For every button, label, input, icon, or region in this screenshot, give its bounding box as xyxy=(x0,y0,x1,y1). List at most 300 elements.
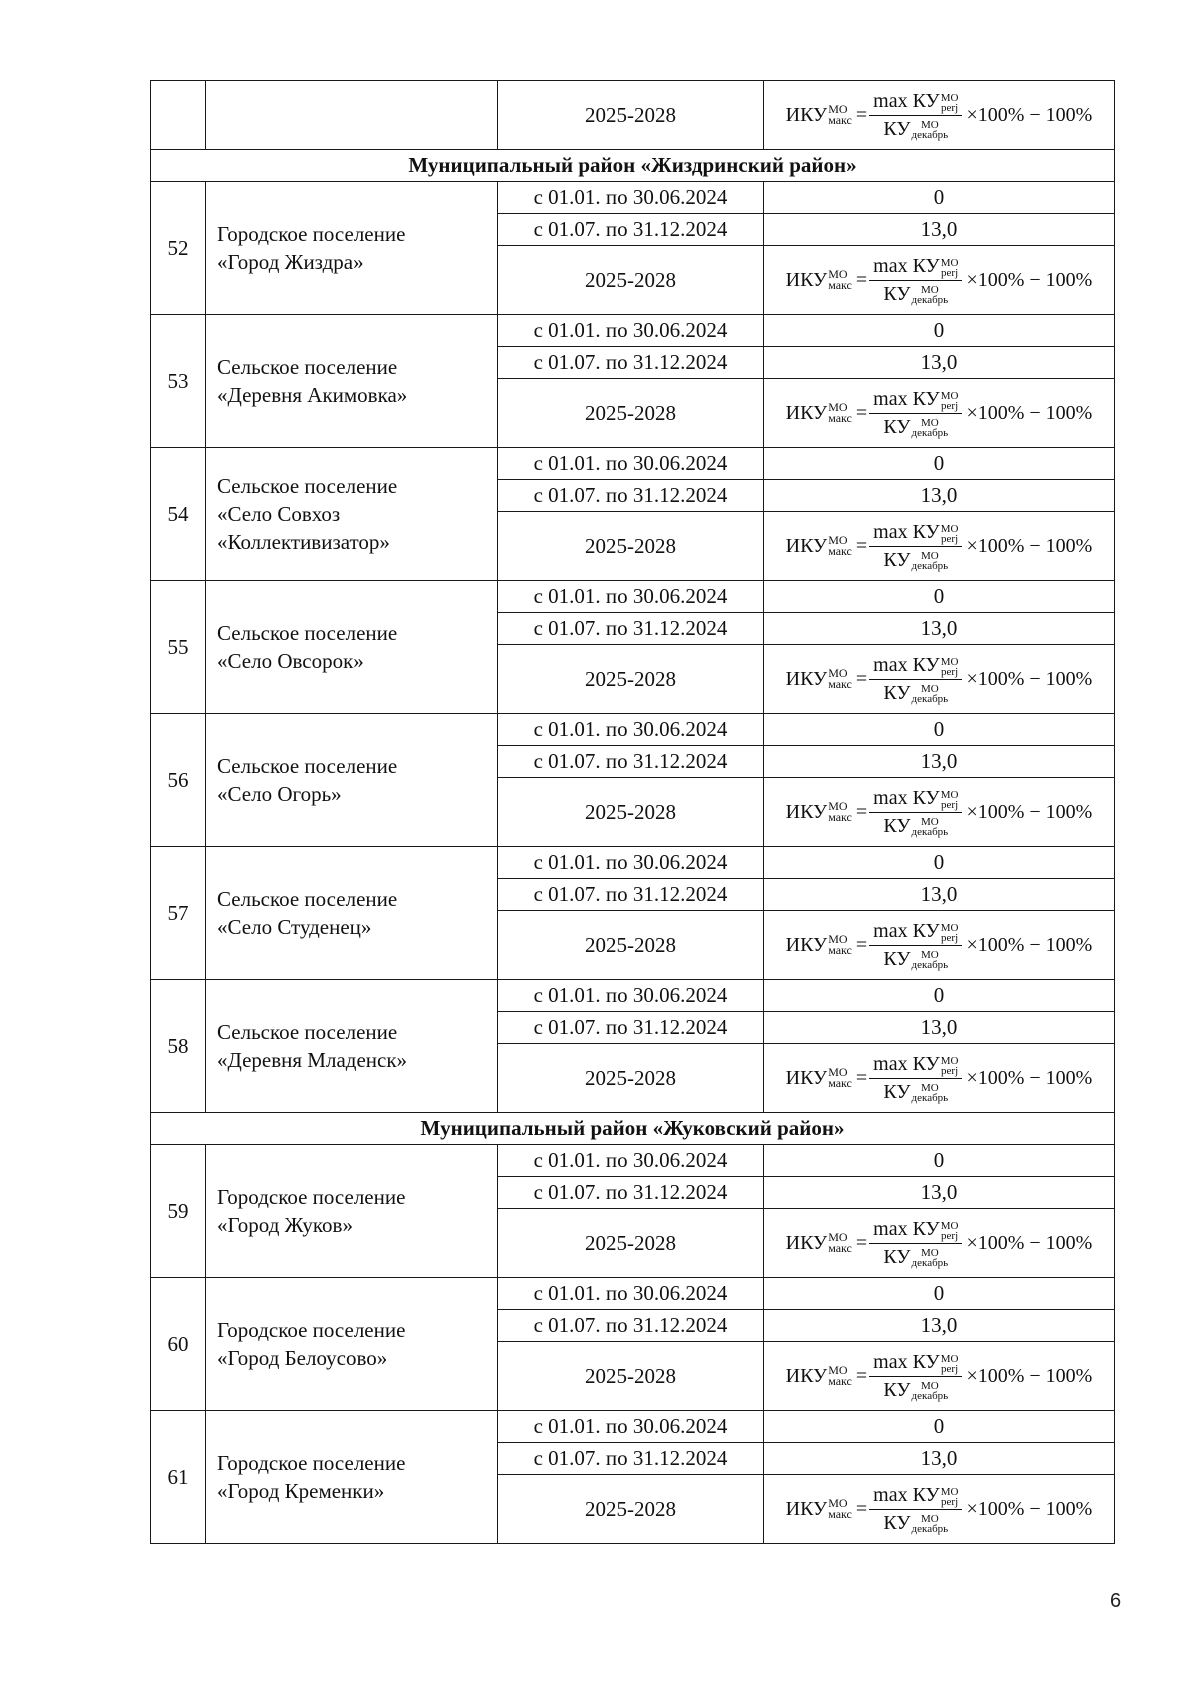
formula-lhs-sub: макс xyxy=(828,113,852,127)
value-cell: 13,0 xyxy=(764,1310,1115,1342)
row-number: 58 xyxy=(151,980,206,1113)
period-cell: 2025-2028 xyxy=(498,81,764,150)
formula-den-sup: МО xyxy=(920,416,939,429)
value-cell: 13,0 xyxy=(764,214,1115,246)
formula-denominator xyxy=(879,1510,952,1534)
formula-denominator xyxy=(879,1079,952,1103)
formula-eq: = xyxy=(855,800,868,823)
formula-numerator xyxy=(869,1351,962,1376)
formula-eq: = xyxy=(855,1497,868,1520)
formula-den-indices xyxy=(912,285,949,305)
formula-denominator xyxy=(879,813,952,837)
formula-den-indices xyxy=(912,551,949,571)
formula-lhs: ИКУ xyxy=(785,1497,828,1520)
period-cell: с 01.07. по 31.12.2024 xyxy=(498,214,764,246)
formula-eq: = xyxy=(855,667,868,690)
period-cell: с 01.07. по 31.12.2024 xyxy=(498,613,764,645)
table-row xyxy=(151,714,1115,746)
formula-num-prefix: max КУ xyxy=(873,1351,940,1374)
period-cell: с 01.01. по 30.06.2024 xyxy=(498,1411,764,1443)
settlement-name-line: «Село Совхоз xyxy=(217,502,341,526)
settlement-name-line: «Деревня Младенск» xyxy=(217,1048,408,1072)
table-row xyxy=(151,448,1115,480)
formula-num-indices xyxy=(941,790,959,810)
formula-den-sub: декабрь xyxy=(911,426,949,439)
value-cell: 0 xyxy=(764,847,1115,879)
formula-den-sub: декабрь xyxy=(911,1522,949,1535)
district-title: Муниципальный район «Жуковский район» xyxy=(151,1113,1115,1145)
settlement-name-line: «Город Жиздра» xyxy=(217,250,364,274)
formula-eq: = xyxy=(855,1364,868,1387)
period-cell: 2025-2028 xyxy=(498,1342,764,1411)
formula-eq: = xyxy=(855,1231,868,1254)
period-cell: с 01.07. по 31.12.2024 xyxy=(498,1012,764,1044)
formula-lhs-sub: макс xyxy=(828,1507,852,1521)
settlement-name-cell xyxy=(206,714,498,847)
formula-lhs: ИКУ xyxy=(785,534,828,557)
settlement-name-line: «Село Огорь» xyxy=(217,782,342,806)
period-cell: с 01.07. по 31.12.2024 xyxy=(498,1310,764,1342)
formula-fraction xyxy=(869,388,962,438)
settlement-name-line: Городское поселение xyxy=(217,222,406,246)
index-formula xyxy=(786,90,1093,140)
settlement-name-line: Сельское поселение xyxy=(217,887,398,911)
value-cell: 13,0 xyxy=(764,480,1115,512)
table-row xyxy=(151,1145,1115,1177)
formula-den-main: КУ xyxy=(883,117,911,140)
formula-lhs: ИКУ xyxy=(785,667,828,690)
formula-denominator xyxy=(879,1377,952,1401)
formula-denominator xyxy=(879,116,952,140)
period-cell: 2025-2028 xyxy=(498,379,764,448)
formula-num-sup: МО xyxy=(940,1054,959,1067)
settlement-name-line: Сельское поселение xyxy=(217,754,398,778)
formula-num-prefix: max КУ xyxy=(873,1053,940,1076)
formula-num-indices xyxy=(941,1056,959,1076)
formula-lhs-sup: МО xyxy=(828,1363,848,1377)
period-cell: с 01.01. по 30.06.2024 xyxy=(498,714,764,746)
formula-num-indices xyxy=(941,524,959,544)
district-title: Муниципальный район «Жиздринский район» xyxy=(151,150,1115,182)
formula-tail: ×100% − 100% xyxy=(966,103,1093,126)
period-cell: с 01.07. по 31.12.2024 xyxy=(498,347,764,379)
formula-tail: ×100% − 100% xyxy=(966,933,1093,956)
formula-den-sup: МО xyxy=(920,1246,939,1259)
formula-den-main: КУ xyxy=(883,1245,911,1268)
formula-fraction xyxy=(869,787,962,837)
formula-lhs-sub: макс xyxy=(828,544,852,558)
row-number: 60 xyxy=(151,1278,206,1411)
formula-lhs-sup: МО xyxy=(828,1230,848,1244)
table-row xyxy=(151,1278,1115,1310)
formula-den-sub: декабрь xyxy=(911,1091,949,1104)
formula-lhs-sub: макс xyxy=(828,677,852,691)
index-formula xyxy=(786,920,1093,970)
table-row xyxy=(151,315,1115,347)
period-cell: с 01.07. по 31.12.2024 xyxy=(498,1177,764,1209)
period-cell: с 01.01. по 30.06.2024 xyxy=(498,1145,764,1177)
formula-tail: ×100% − 100% xyxy=(966,667,1093,690)
formula-num-sup: МО xyxy=(940,91,959,104)
formula-numerator xyxy=(869,1218,962,1243)
formula-lhs-sup: МО xyxy=(828,102,848,116)
formula-tail: ×100% − 100% xyxy=(966,1231,1093,1254)
table-row xyxy=(151,847,1115,879)
period-cell: с 01.01. по 30.06.2024 xyxy=(498,581,764,613)
formula-fraction xyxy=(869,1484,962,1534)
settlement-name-cell xyxy=(206,315,498,448)
formula-lhs-sub: макс xyxy=(828,1241,852,1255)
index-formula xyxy=(786,388,1093,438)
formula-lhs-sub: макс xyxy=(828,278,852,292)
formula-numerator xyxy=(869,654,962,679)
period-cell: с 01.07. по 31.12.2024 xyxy=(498,746,764,778)
value-cell: 0 xyxy=(764,980,1115,1012)
formula-lhs-indices xyxy=(828,934,852,956)
formula-den-main: КУ xyxy=(883,282,911,305)
value-cell: 0 xyxy=(764,714,1115,746)
formula-num-sub: perj xyxy=(941,665,959,678)
settlement-name-cell xyxy=(206,581,498,714)
formula-den-indices xyxy=(912,418,949,438)
formula-num-sub: perj xyxy=(941,532,959,545)
formula-cell xyxy=(764,645,1115,714)
table-row xyxy=(151,81,1115,150)
formula-lhs: ИКУ xyxy=(785,103,828,126)
formula-den-sub: декабрь xyxy=(911,293,949,306)
formula-denominator xyxy=(879,414,952,438)
formula-den-main: КУ xyxy=(883,1080,911,1103)
period-cell: с 01.07. по 31.12.2024 xyxy=(498,480,764,512)
settlement-name-line: «Город Жуков» xyxy=(217,1213,353,1237)
index-formula xyxy=(786,255,1093,305)
formula-numerator xyxy=(869,90,962,115)
formula-lhs-sub: макс xyxy=(828,1374,852,1388)
settlement-name-cell xyxy=(206,1411,498,1544)
formula-tail: ×100% − 100% xyxy=(966,534,1093,557)
formula-fraction xyxy=(869,521,962,571)
formula-numerator xyxy=(869,521,962,546)
formula-den-main: КУ xyxy=(883,1378,911,1401)
formula-den-main: КУ xyxy=(883,415,911,438)
period-cell: 2025-2028 xyxy=(498,645,764,714)
formula-denominator xyxy=(879,547,952,571)
formula-num-sub: perj xyxy=(941,798,959,811)
settlement-name-cell xyxy=(206,1145,498,1278)
formula-lhs-indices xyxy=(828,1365,852,1387)
formula-num-sub: perj xyxy=(941,399,959,412)
formula-lhs-sub: макс xyxy=(828,411,852,425)
row-number: 57 xyxy=(151,847,206,980)
formula-denominator xyxy=(879,1244,952,1268)
formula-num-sup: МО xyxy=(940,1485,959,1498)
formula-num-sub: perj xyxy=(941,266,959,279)
formula-num-sub: perj xyxy=(941,1229,959,1242)
formula-lhs-indices xyxy=(828,535,852,557)
formula-num-sup: МО xyxy=(940,522,959,535)
value-cell: 0 xyxy=(764,1278,1115,1310)
tariff-table xyxy=(150,80,1115,1544)
formula-numerator xyxy=(869,920,962,945)
settlement-name-cell xyxy=(206,81,498,150)
value-cell: 13,0 xyxy=(764,1443,1115,1475)
formula-cell xyxy=(764,81,1115,150)
formula-den-indices xyxy=(912,1381,949,1401)
formula-cell xyxy=(764,1475,1115,1544)
formula-lhs-indices xyxy=(828,402,852,424)
formula-num-prefix: max КУ xyxy=(873,90,940,113)
formula-num-sup: МО xyxy=(940,256,959,269)
formula-den-sup: МО xyxy=(920,549,939,562)
formula-numerator xyxy=(869,1053,962,1078)
formula-cell xyxy=(764,778,1115,847)
formula-fraction xyxy=(869,1053,962,1103)
document-page xyxy=(150,80,1114,1544)
formula-den-sup: МО xyxy=(920,1081,939,1094)
formula-fraction xyxy=(869,920,962,970)
tariff-table-body xyxy=(151,81,1115,1544)
row-number-cell xyxy=(151,81,206,150)
formula-lhs-indices xyxy=(828,1232,852,1254)
formula-num-sup: МО xyxy=(940,788,959,801)
formula-num-indices xyxy=(941,258,959,278)
formula-lhs-sup: МО xyxy=(828,666,848,680)
index-formula xyxy=(786,1218,1093,1268)
formula-den-indices xyxy=(912,950,949,970)
formula-lhs-sub: макс xyxy=(828,943,852,957)
formula-den-sub: декабрь xyxy=(911,1389,949,1402)
value-cell: 0 xyxy=(764,1145,1115,1177)
formula-den-sup: МО xyxy=(920,948,939,961)
formula-denominator xyxy=(879,281,952,305)
period-cell: 2025-2028 xyxy=(498,512,764,581)
formula-den-sup: МО xyxy=(920,1379,939,1392)
settlement-name-cell xyxy=(206,182,498,315)
row-number: 59 xyxy=(151,1145,206,1278)
value-cell: 0 xyxy=(764,448,1115,480)
formula-den-sub: декабрь xyxy=(911,128,949,141)
period-cell: с 01.07. по 31.12.2024 xyxy=(498,879,764,911)
settlement-name-line: Сельское поселение xyxy=(217,474,398,498)
settlement-name-line: «Село Овсорок» xyxy=(217,649,364,673)
settlement-name-cell xyxy=(206,1278,498,1411)
table-row xyxy=(151,980,1115,1012)
period-cell: с 01.01. по 30.06.2024 xyxy=(498,847,764,879)
formula-num-sub: perj xyxy=(941,1495,959,1508)
formula-den-sup: МО xyxy=(920,682,939,695)
row-number: 55 xyxy=(151,581,206,714)
index-formula xyxy=(786,1484,1093,1534)
index-formula xyxy=(786,1053,1093,1103)
formula-num-prefix: max КУ xyxy=(873,787,940,810)
formula-num-sup: МО xyxy=(940,655,959,668)
district-header-row xyxy=(151,150,1115,182)
formula-num-prefix: max КУ xyxy=(873,1484,940,1507)
formula-num-sub: perj xyxy=(941,1064,959,1077)
formula-lhs-indices xyxy=(828,668,852,690)
formula-den-indices xyxy=(912,1248,949,1268)
formula-denominator xyxy=(879,680,952,704)
formula-num-prefix: max КУ xyxy=(873,255,940,278)
formula-lhs-indices xyxy=(828,269,852,291)
formula-lhs: ИКУ xyxy=(785,401,828,424)
formula-lhs: ИКУ xyxy=(785,1066,828,1089)
formula-num-sup: МО xyxy=(940,389,959,402)
formula-fraction xyxy=(869,1351,962,1401)
formula-num-prefix: max КУ xyxy=(873,521,940,544)
settlement-name-line: «Село Студенец» xyxy=(217,915,372,939)
value-cell: 0 xyxy=(764,315,1115,347)
page-number: 6 xyxy=(1110,1590,1122,1612)
formula-eq: = xyxy=(855,103,868,126)
formula-den-main: КУ xyxy=(883,548,911,571)
formula-eq: = xyxy=(855,268,868,291)
formula-num-indices xyxy=(941,1354,959,1374)
formula-den-main: КУ xyxy=(883,814,911,837)
row-number: 56 xyxy=(151,714,206,847)
formula-tail: ×100% − 100% xyxy=(966,1364,1093,1387)
formula-eq: = xyxy=(855,933,868,956)
formula-den-indices xyxy=(912,1083,949,1103)
formula-num-prefix: max КУ xyxy=(873,388,940,411)
formula-cell xyxy=(764,911,1115,980)
formula-lhs-sup: МО xyxy=(828,400,848,414)
index-formula xyxy=(786,1351,1093,1401)
settlement-name-cell xyxy=(206,448,498,581)
settlement-name-line: «Коллективизатор» xyxy=(217,530,390,554)
formula-lhs: ИКУ xyxy=(785,1231,828,1254)
formula-fraction xyxy=(869,654,962,704)
formula-lhs-indices xyxy=(828,1498,852,1520)
index-formula xyxy=(786,654,1093,704)
formula-den-sub: декабрь xyxy=(911,559,949,572)
formula-cell xyxy=(764,512,1115,581)
value-cell: 13,0 xyxy=(764,1177,1115,1209)
formula-num-indices xyxy=(941,923,959,943)
settlement-name-line: Городское поселение xyxy=(217,1451,406,1475)
formula-lhs-sup: МО xyxy=(828,799,848,813)
formula-cell xyxy=(764,379,1115,448)
settlement-name-line: Городское поселение xyxy=(217,1185,406,1209)
formula-tail: ×100% − 100% xyxy=(966,800,1093,823)
formula-lhs: ИКУ xyxy=(785,800,828,823)
period-cell: с 01.01. по 30.06.2024 xyxy=(498,315,764,347)
period-cell: с 01.01. по 30.06.2024 xyxy=(498,182,764,214)
formula-numerator xyxy=(869,388,962,413)
settlement-name-cell xyxy=(206,847,498,980)
formula-fraction xyxy=(869,1218,962,1268)
formula-eq: = xyxy=(855,534,868,557)
formula-lhs-indices xyxy=(828,104,852,126)
formula-den-sub: декабрь xyxy=(911,692,949,705)
formula-numerator xyxy=(869,255,962,280)
settlement-name-line: Сельское поселение xyxy=(217,1020,398,1044)
formula-eq: = xyxy=(855,401,868,424)
settlement-name-line: Сельское поселение xyxy=(217,355,398,379)
formula-cell xyxy=(764,1209,1115,1278)
formula-num-sup: МО xyxy=(940,921,959,934)
formula-num-prefix: max КУ xyxy=(873,920,940,943)
formula-denominator xyxy=(879,946,952,970)
formula-lhs: ИКУ xyxy=(785,1364,828,1387)
value-cell: 13,0 xyxy=(764,879,1115,911)
value-cell: 13,0 xyxy=(764,613,1115,645)
formula-num-indices xyxy=(941,1487,959,1507)
value-cell: 0 xyxy=(764,581,1115,613)
formula-lhs-sup: МО xyxy=(828,267,848,281)
formula-fraction xyxy=(869,90,962,140)
formula-den-sup: МО xyxy=(920,1512,939,1525)
row-number: 54 xyxy=(151,448,206,581)
period-cell: 2025-2028 xyxy=(498,246,764,315)
settlement-name-line: «Город Кременки» xyxy=(217,1479,385,1503)
settlement-name-cell xyxy=(206,980,498,1113)
formula-den-main: КУ xyxy=(883,947,911,970)
table-row xyxy=(151,182,1115,214)
value-cell: 0 xyxy=(764,1411,1115,1443)
formula-lhs-sup: МО xyxy=(828,1065,848,1079)
formula-lhs: ИКУ xyxy=(785,933,828,956)
period-cell: 2025-2028 xyxy=(498,911,764,980)
formula-num-indices xyxy=(941,391,959,411)
formula-num-prefix: max КУ xyxy=(873,654,940,677)
row-number: 52 xyxy=(151,182,206,315)
formula-den-sub: декабрь xyxy=(911,825,949,838)
period-cell: 2025-2028 xyxy=(498,1044,764,1113)
formula-num-sub: perj xyxy=(941,101,959,114)
table-row xyxy=(151,581,1115,613)
formula-lhs-sub: макс xyxy=(828,810,852,824)
formula-lhs-sub: макс xyxy=(828,1076,852,1090)
formula-den-main: КУ xyxy=(883,681,911,704)
period-cell: 2025-2028 xyxy=(498,1475,764,1544)
formula-den-main: КУ xyxy=(883,1511,911,1534)
period-cell: с 01.07. по 31.12.2024 xyxy=(498,1443,764,1475)
formula-eq: = xyxy=(855,1066,868,1089)
formula-lhs-sup: МО xyxy=(828,932,848,946)
settlement-name-line: Сельское поселение xyxy=(217,621,398,645)
formula-cell xyxy=(764,246,1115,315)
formula-den-sub: декабрь xyxy=(911,958,949,971)
formula-cell xyxy=(764,1342,1115,1411)
formula-tail: ×100% − 100% xyxy=(966,1066,1093,1089)
formula-num-sub: perj xyxy=(941,1362,959,1375)
formula-den-sup: МО xyxy=(920,118,939,131)
formula-num-indices xyxy=(941,1221,959,1241)
index-formula xyxy=(786,521,1093,571)
formula-num-sup: МО xyxy=(940,1352,959,1365)
formula-lhs-sup: МО xyxy=(828,533,848,547)
settlement-name-line: «Город Белоусово» xyxy=(217,1346,388,1370)
period-cell: с 01.01. по 30.06.2024 xyxy=(498,1278,764,1310)
value-cell: 13,0 xyxy=(764,746,1115,778)
value-cell: 13,0 xyxy=(764,347,1115,379)
formula-lhs-indices xyxy=(828,801,852,823)
row-number: 61 xyxy=(151,1411,206,1544)
formula-num-sup: МО xyxy=(940,1219,959,1232)
formula-num-sub: perj xyxy=(941,931,959,944)
formula-den-indices xyxy=(912,817,949,837)
row-number: 53 xyxy=(151,315,206,448)
formula-cell xyxy=(764,1044,1115,1113)
formula-tail: ×100% − 100% xyxy=(966,268,1093,291)
formula-num-indices xyxy=(941,657,959,677)
formula-numerator xyxy=(869,787,962,812)
formula-num-prefix: max КУ xyxy=(873,1218,940,1241)
formula-numerator xyxy=(869,1484,962,1509)
formula-num-indices xyxy=(941,93,959,113)
district-header-row xyxy=(151,1113,1115,1145)
